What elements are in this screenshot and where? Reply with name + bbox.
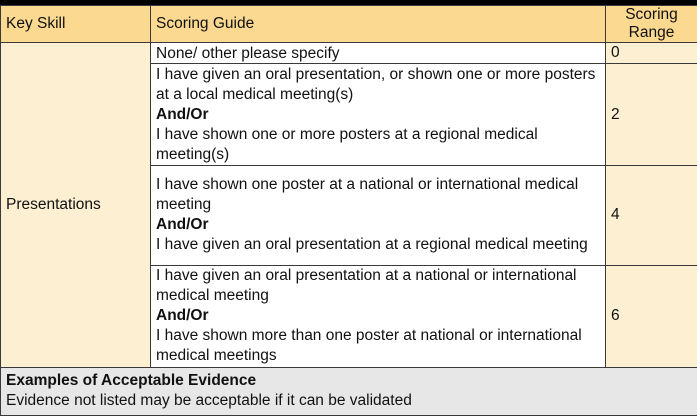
guide-text: I have shown more than one poster at national or international medical meetings	[156, 327, 582, 365]
and-or-label: And/Or	[156, 216, 209, 234]
scoring-table	[0, 5, 697, 416]
evidence-text: Evidence not listed may be acceptable if it can be validated	[6, 392, 412, 410]
guide-text: I have given an oral presentation, or shown one or more posters at a local medical meeting(s)	[156, 65, 596, 103]
score-cell: 2	[606, 64, 697, 165]
guide-cell	[151, 64, 606, 165]
and-or-label: And/Or	[156, 307, 209, 325]
guide-text: I have shown one poster at a national or international medical meeting	[156, 176, 579, 214]
score-cell: 4	[606, 165, 697, 265]
header-key-skill: Key Skill	[1, 6, 151, 43]
and-or-label: And/Or	[156, 105, 209, 123]
header-scoring-range-line2: Range	[628, 24, 675, 42]
score-cell: 0	[606, 43, 697, 64]
score-cell: 6	[606, 266, 697, 367]
header-scoring-range	[606, 6, 697, 43]
guide-cell	[151, 266, 606, 367]
guide-text: I have given an oral presentation at a national or international medical meeting	[156, 267, 577, 305]
header-scoring-range-line1: Scoring	[625, 6, 678, 24]
guide-text: I have given an oral presentation at a regional medical meeting	[156, 236, 588, 254]
evidence-footer	[1, 367, 697, 415]
guide-text: I have shown one or more posters at a regional medical meeting(s)	[156, 125, 538, 163]
evidence-footer-row	[1, 367, 697, 415]
guide-cell	[151, 165, 606, 265]
table-header-row	[1, 6, 697, 43]
evidence-title: Examples of Acceptable Evidence	[6, 372, 257, 390]
header-scoring-guide: Scoring Guide	[151, 6, 606, 43]
key-skill-cell: Presentations	[1, 43, 151, 368]
guide-cell: None/ other please specify	[151, 43, 606, 64]
table-row	[1, 43, 697, 64]
